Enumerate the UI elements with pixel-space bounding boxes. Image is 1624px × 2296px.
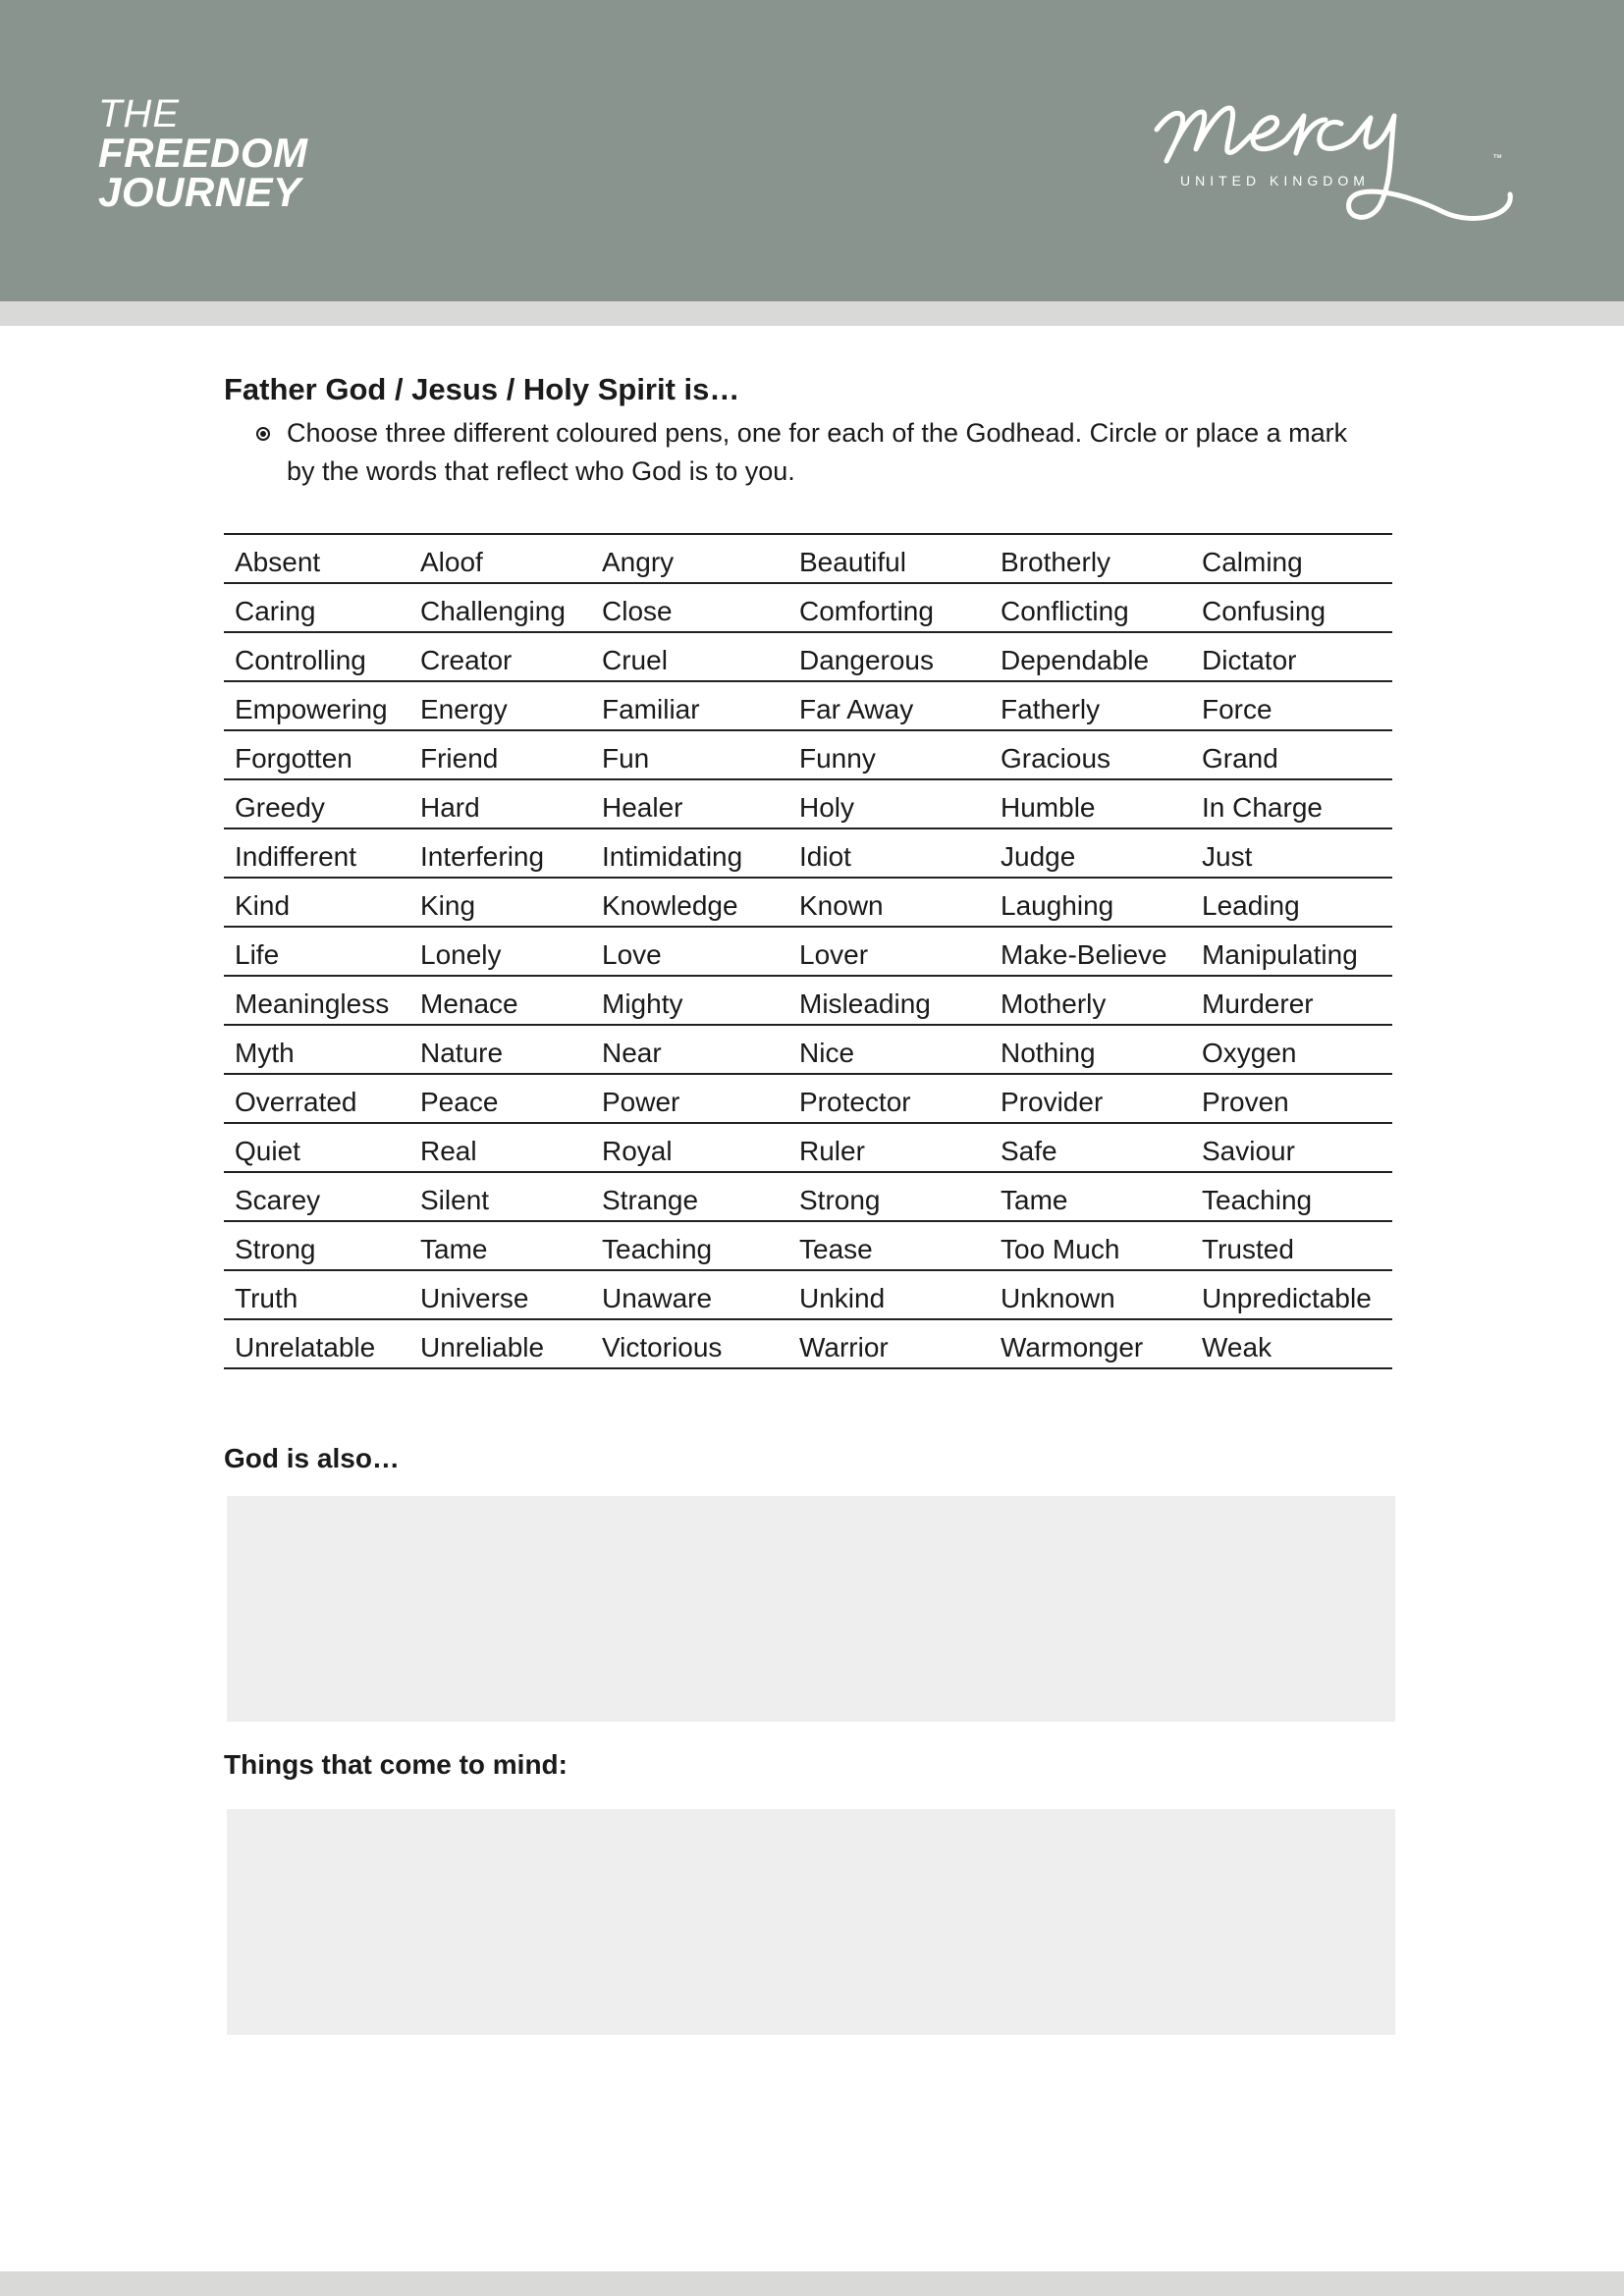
word-cell[interactable]: Manipulating [1191,927,1392,976]
word-cell[interactable]: Funny [788,730,990,779]
table-row [224,681,1392,730]
word-cell[interactable]: Comforting [788,583,990,632]
table-row [224,534,1392,583]
table-row [224,1270,1392,1319]
table-row [224,878,1392,927]
god-is-also-box[interactable] [227,1496,1395,1722]
table-row [224,1221,1392,1270]
word-cell[interactable]: Healer [591,779,788,828]
word-cell[interactable]: Indifferent [224,828,409,878]
word-cell[interactable]: Too Much [990,1221,1191,1270]
word-cell[interactable]: Myth [224,1025,409,1074]
word-cell[interactable]: Provider [990,1074,1191,1123]
word-cell[interactable]: Tame [990,1172,1191,1221]
word-cell[interactable]: Dangerous [788,632,990,681]
word-cell[interactable]: Holy [788,779,990,828]
word-cell[interactable]: Unrelatable [224,1319,409,1368]
section-title: Father God / Jesus / Holy Spirit is… [224,372,740,406]
things-to-mind-label: Things that come to mind: [224,1749,568,1780]
word-cell[interactable]: Confusing [1191,583,1392,632]
word-cell[interactable]: Peace [409,1074,591,1123]
word-cell[interactable]: Love [591,927,788,976]
word-cell[interactable]: Greedy [224,779,409,828]
table-row [224,1319,1392,1368]
word-cell[interactable]: Controlling [224,632,409,681]
word-cell[interactable]: Just [1191,828,1392,878]
word-cell[interactable]: Hard [409,779,591,828]
word-cell[interactable]: King [409,878,591,927]
word-cell[interactable]: Cruel [591,632,788,681]
section-intro [224,369,1392,491]
trademark-mark: ™ [1492,153,1502,164]
word-cell[interactable]: Close [591,583,788,632]
table-row [224,583,1392,632]
word-cell[interactable]: Overrated [224,1074,409,1123]
bullet-icon [256,427,270,441]
word-cell[interactable]: Leading [1191,878,1392,927]
word-cell[interactable]: Proven [1191,1074,1392,1123]
word-cell[interactable]: Universe [409,1270,591,1319]
word-cell[interactable]: Make-Believe [990,927,1191,976]
word-cell[interactable]: Nice [788,1025,990,1074]
word-cell[interactable]: Unaware [591,1270,788,1319]
mercy-logo [1149,86,1542,234]
word-cell[interactable]: Truth [224,1270,409,1319]
word-cell[interactable]: Angry [591,534,788,583]
word-cell[interactable]: Fatherly [990,681,1191,730]
freedom-journey-brand [98,92,308,215]
word-cell[interactable]: Force [1191,681,1392,730]
word-cell[interactable]: Fun [591,730,788,779]
word-cell[interactable]: Murderer [1191,976,1392,1025]
word-cell[interactable]: Nature [409,1025,591,1074]
word-cell[interactable]: Absent [224,534,409,583]
table-row [224,730,1392,779]
word-cell[interactable]: Grand [1191,730,1392,779]
word-cell[interactable]: Friend [409,730,591,779]
word-cell[interactable]: Strong [224,1221,409,1270]
word-cell[interactable]: Laughing [990,878,1191,927]
header-stripe [0,301,1624,326]
logo-subtitle: UNITED KINGDOM [1180,173,1370,188]
word-cell[interactable]: Judge [990,828,1191,878]
word-cell[interactable]: Scarey [224,1172,409,1221]
table-row [224,779,1392,828]
word-cell[interactable]: Idiot [788,828,990,878]
word-cell[interactable]: Protector [788,1074,990,1123]
word-cell[interactable]: Strong [788,1172,990,1221]
word-cell[interactable]: Aloof [409,534,591,583]
brand-the: THE [98,92,180,135]
word-cell[interactable]: Life [224,927,409,976]
brand-journey: JOURNEY [98,169,301,215]
word-cell[interactable]: Kind [224,878,409,927]
word-cell[interactable]: Brotherly [990,534,1191,583]
table-row [224,1172,1392,1221]
word-cell[interactable]: Gracious [990,730,1191,779]
word-cell[interactable]: Unreliable [409,1319,591,1368]
word-cell[interactable]: Dictator [1191,632,1392,681]
word-cell[interactable]: Intimidating [591,828,788,878]
word-cell[interactable]: Known [788,878,990,927]
word-cell[interactable]: Motherly [990,976,1191,1025]
table-row [224,828,1392,878]
word-cell[interactable]: Menace [409,976,591,1025]
footer-stripe [0,2271,1624,2296]
word-cell[interactable]: Dependable [990,632,1191,681]
table-row [224,1123,1392,1172]
word-cell[interactable]: Real [409,1123,591,1172]
instruction-text: Choose three different coloured pens, one for each of the Godhead. Circle or place a mark by the words that reflect who God is to you. [287,418,1348,486]
god-is-also-label: God is also… [224,1443,400,1473]
instruction-bullet [224,414,1367,491]
word-cell[interactable]: Weak [1191,1319,1392,1368]
word-cell[interactable]: Strange [591,1172,788,1221]
word-cell[interactable]: Trusted [1191,1221,1392,1270]
word-cell[interactable]: Saviour [1191,1123,1392,1172]
word-cell[interactable]: Forgotten [224,730,409,779]
table-row [224,976,1392,1025]
word-cell[interactable]: In Charge [1191,779,1392,828]
word-cell[interactable]: Knowledge [591,878,788,927]
word-cell[interactable]: Mighty [591,976,788,1025]
things-to-mind-box[interactable] [227,1809,1395,2035]
word-cell[interactable]: Familiar [591,681,788,730]
word-cell[interactable]: Silent [409,1172,591,1221]
word-cell[interactable]: Oxygen [1191,1025,1392,1074]
word-cell[interactable]: Unkind [788,1270,990,1319]
word-cell[interactable]: Meaningless [224,976,409,1025]
word-cell[interactable]: Empowering [224,681,409,730]
word-cell[interactable]: Victorious [591,1319,788,1368]
mercy-script-icon [1149,86,1542,234]
word-cell[interactable]: Ruler [788,1123,990,1172]
word-cell[interactable]: Far Away [788,681,990,730]
word-cell[interactable]: Beautiful [788,534,990,583]
brand-freedom: FREEDOM [98,130,308,176]
word-table [224,533,1392,1369]
word-cell[interactable]: Unknown [990,1270,1191,1319]
word-cell[interactable]: Teaching [591,1221,788,1270]
word-cell[interactable]: Caring [224,583,409,632]
word-cell[interactable]: Warrior [788,1319,990,1368]
word-cell[interactable]: Interfering [409,828,591,878]
word-cell[interactable]: Power [591,1074,788,1123]
word-cell[interactable]: Energy [409,681,591,730]
word-cell[interactable]: Unpredictable [1191,1270,1392,1319]
page-header [0,0,1624,301]
word-cell[interactable]: Challenging [409,583,591,632]
word-cell[interactable]: Near [591,1025,788,1074]
word-cell[interactable]: Lonely [409,927,591,976]
word-cell[interactable]: Lover [788,927,990,976]
word-cell[interactable]: Warmonger [990,1319,1191,1368]
word-cell[interactable]: Nothing [990,1025,1191,1074]
word-cell[interactable]: Creator [409,632,591,681]
table-row [224,632,1392,681]
word-cell[interactable]: Tame [409,1221,591,1270]
word-cell[interactable]: Quiet [224,1123,409,1172]
table-row [224,927,1392,976]
word-cell[interactable]: Humble [990,779,1191,828]
word-cell[interactable]: Misleading [788,976,990,1025]
word-cell[interactable]: Tease [788,1221,990,1270]
word-cell[interactable]: Safe [990,1123,1191,1172]
word-cell[interactable]: Royal [591,1123,788,1172]
word-cell[interactable]: Calming [1191,534,1392,583]
table-row [224,1025,1392,1074]
table-row [224,1074,1392,1123]
word-cell[interactable]: Conflicting [990,583,1191,632]
word-cell[interactable]: Teaching [1191,1172,1392,1221]
